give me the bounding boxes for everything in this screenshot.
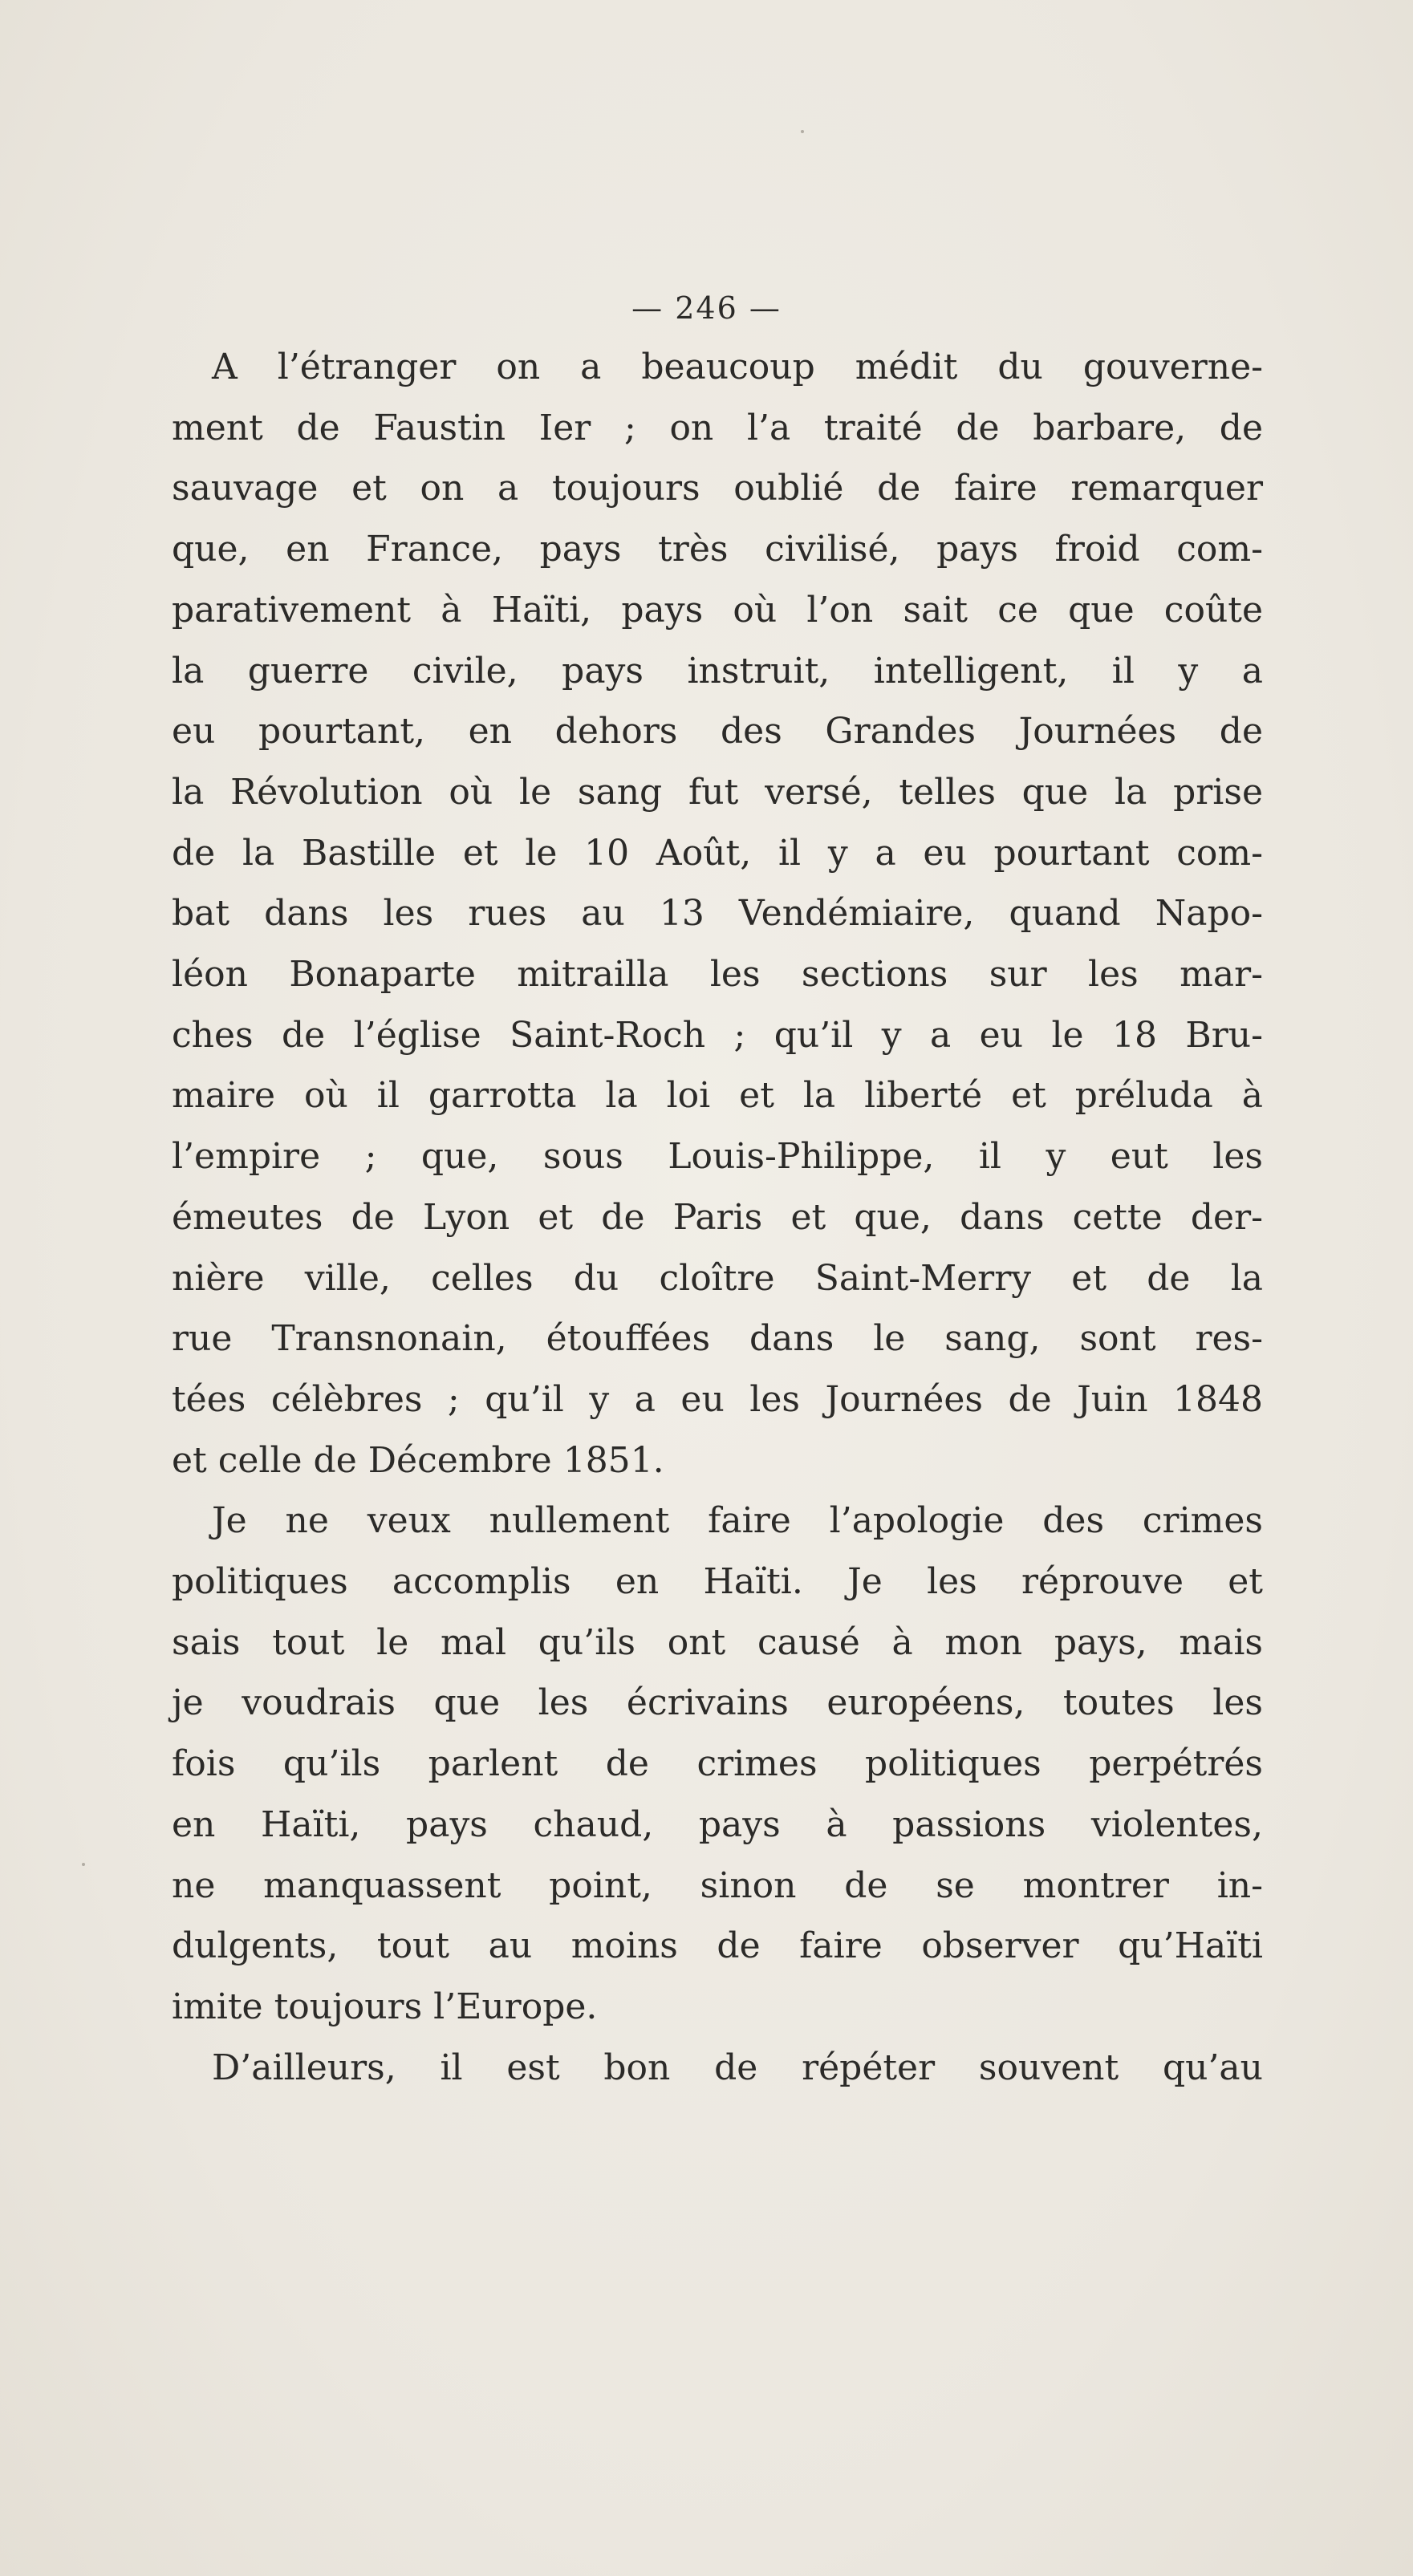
- text-line: fois qu’ils parlent de crimes politiques perpétrés: [172, 1743, 1263, 1785]
- text-line: sais tout le mal qu’ils ont causé à mon pays, mais: [172, 1621, 1263, 1663]
- text-line: Je ne veux nullement faire l’apologie des crimes: [212, 1500, 1263, 1542]
- text-line: en Haïti, pays chaud, pays à passions violentes,: [172, 1803, 1263, 1845]
- text-line: parativement à Haïti, pays où l’on sait ce que coûte: [172, 589, 1263, 631]
- text-line: l’empire ; que, sous Louis-Philippe, il y eut les: [172, 1136, 1263, 1178]
- text-line: eu pourtant, en dehors des Grandes Journées de: [172, 711, 1263, 753]
- text-line: dulgents, tout au moins de faire observer qu’Haïti: [172, 1925, 1263, 1967]
- text-line: tées célèbres ; qu’il y a eu les Journées de Juin 1848: [172, 1378, 1263, 1420]
- text-line: imite toujours l’Europe.: [172, 1986, 598, 2027]
- text-line: la Révolution où le sang fut versé, telles que la prise: [172, 771, 1263, 813]
- text-line: que, en France, pays très civilisé, pays froid com-: [172, 529, 1263, 570]
- text-line: sauvage et on a toujours oublié de faire remarquer: [172, 468, 1263, 509]
- text-line: politiques accomplis en Haïti. Je les réprouve et: [172, 1561, 1263, 1603]
- text-line: ches de l’église Saint-Roch ; qu’il y a eu le 18 Bru-: [172, 1014, 1263, 1056]
- body-text: [172, 337, 1263, 2098]
- text-line: bat dans les rues au 13 Vendémiaire, quand Napo-: [172, 893, 1263, 935]
- text-line: léon Bonaparte mitrailla les sections sur les mar-: [172, 954, 1263, 996]
- text-line: ne manquassent point, sinon de se montrer in-: [172, 1864, 1263, 1906]
- text-line: maire où il garrotta la loi et la liberté et préluda à: [172, 1075, 1263, 1117]
- paragraph-2: [172, 1491, 1263, 2037]
- text-line: de la Bastille et le 10 Août, il y a eu pourtant com-: [172, 832, 1263, 874]
- page-number: — 246 —: [631, 290, 782, 326]
- text-line: la guerre civile, pays instruit, intelligent, il y a: [172, 650, 1263, 692]
- text-line: rue Transnonain, étouffées dans le sang, sont res-: [172, 1318, 1263, 1360]
- text-line: et celle de Décembre 1851.: [172, 1439, 664, 1481]
- paragraph-3: [172, 2038, 1263, 2099]
- text-line: ment de Faustin Ier ; on l’a traité de barbare, de: [172, 407, 1263, 448]
- text-line: je voudrais que les écrivains européens, toutes les: [172, 1682, 1263, 1724]
- text-line: A l’étranger on a beaucoup médit du gouverne-: [212, 347, 1263, 387]
- paragraph-1: [172, 337, 1263, 1491]
- text-line: D’ailleurs, il est bon de répéter souvent qu’au: [212, 2047, 1263, 2088]
- paper-speck: [801, 130, 804, 133]
- text-line: nière ville, celles du cloître Saint-Merry et de la: [172, 1257, 1263, 1299]
- text-line: émeutes de Lyon et de Paris et que, dans cette der-: [172, 1196, 1263, 1238]
- paper-speck: [82, 1863, 85, 1866]
